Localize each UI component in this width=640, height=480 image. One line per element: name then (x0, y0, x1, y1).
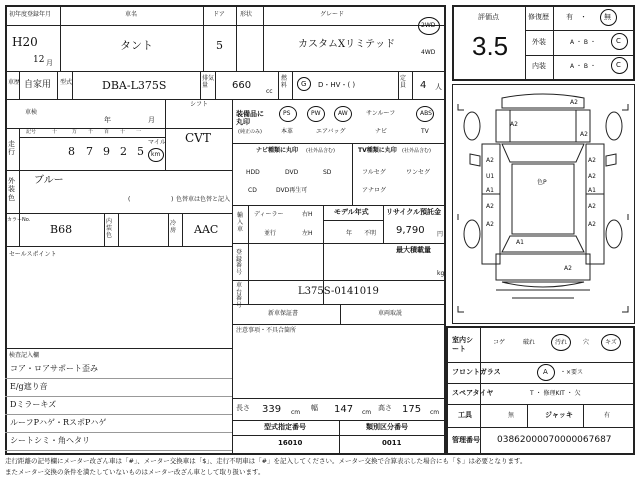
mileage-header-6: 一 (136, 129, 142, 135)
mgmt-label: 管理番号 (452, 436, 480, 444)
equip-title: 装備品に丸印 (236, 110, 264, 127)
equip-item-4: ABS (420, 110, 432, 117)
doors-label: ドア (213, 11, 225, 18)
new-warranty: 新車保証書 (268, 310, 299, 317)
width-value: 147 (334, 404, 354, 415)
fuel-label: 燃料 (281, 75, 288, 89)
import-parallel: 並行 (264, 230, 277, 237)
capacity-value: 4 (420, 80, 427, 91)
interior-options: A ・ B ・ (570, 63, 596, 70)
mark-u1-left: U1 (486, 173, 495, 180)
mileage-digit-1: 7 (86, 145, 93, 158)
grade-value: カスタムXリミテッド (298, 39, 396, 50)
seat-label: 室内シート (452, 336, 473, 354)
footer-line-2: またメーター交換の条件を満たしていないものはメーター改ざん車として取り扱います。 (5, 468, 265, 476)
front-glass-rest: ・×要ス (560, 369, 584, 376)
mark-a2-left-lower: A2 (486, 221, 494, 228)
equip-item-1: PW (311, 110, 321, 117)
paren-open: ( (128, 196, 131, 203)
mileage-header-5: 十 (120, 129, 126, 135)
mileage-header-0: 記号 (26, 129, 37, 135)
tv-title: TV種類に丸印 (358, 147, 397, 154)
paren-close: ) (171, 196, 174, 203)
mark-a2-right-front: A2 (588, 157, 596, 164)
class-no-value: 0011 (382, 439, 402, 447)
mark-a2-right-lower: A2 (588, 221, 596, 228)
color-no-value: B68 (50, 223, 73, 236)
navi-hdd: HDD (246, 169, 260, 176)
class-no-label: 類別区分番号 (366, 423, 408, 431)
navi-sub: (社外品含む) (306, 148, 335, 154)
equip-item2-3: TV (421, 128, 429, 135)
jack-value: 有 (604, 412, 611, 419)
capacity-unit: 人 (435, 83, 442, 91)
inspector-line-0: コア・ロアサポート歪み (10, 364, 98, 373)
ac-value: AAC (194, 223, 219, 236)
width-label: 幅 (311, 404, 318, 412)
score-value: 3.5 (472, 31, 509, 61)
grade-label: グレード (320, 11, 345, 18)
shift-value: CVT (185, 131, 211, 145)
mark-a2-right-rear: A2 (588, 203, 596, 210)
mileage-digit-3: 2 (120, 145, 127, 158)
recolor-note: 色替車は色替と記入 (176, 196, 231, 203)
repair-label: 修復歴 (528, 13, 549, 21)
model-value: DBA-L375S (102, 79, 167, 92)
cc-unit: cc (266, 88, 273, 95)
fuel-g: G (301, 80, 307, 88)
seat-item-3: 穴 (583, 339, 590, 346)
repair-dot: ・ (580, 13, 587, 21)
height-value: 175 (402, 404, 422, 415)
inspector-rule-1 (5, 396, 232, 397)
navi-sd: SD (323, 169, 332, 176)
spare-label: スペアタイヤ (452, 389, 494, 397)
equip-item2-2: ナビ (375, 128, 388, 135)
inspector-label: 検査記入欄 (9, 352, 40, 359)
drive-4wd: 4WD (421, 49, 436, 56)
recycle-value: 9,790 (396, 225, 425, 236)
model-label: 型式 (60, 79, 73, 86)
inspection-month-label: 月 (148, 116, 155, 124)
exterior-options: A ・ B ・ (570, 39, 596, 46)
equip-item-0: PS (283, 110, 291, 117)
recycle-label: リサイクル預託金 (386, 208, 442, 216)
use-value: 自家用 (24, 80, 52, 90)
car-name-value: タント (120, 39, 153, 52)
interior-label: 内装 (532, 62, 546, 70)
sales-point-label: セールスポイント (9, 251, 57, 258)
inspector-rule-3 (5, 432, 232, 433)
width-cm: cm (362, 409, 372, 416)
doors-value: 5 (216, 39, 223, 52)
model-no-label: 型式指定番号 (264, 423, 306, 431)
seat-item-4: キズ (605, 339, 617, 346)
displacement-value: 660 (232, 80, 252, 91)
seat-item-0: コゲ (493, 339, 506, 346)
navi-dvd: DVD (285, 169, 299, 176)
mark-a2-rear: A2 (564, 265, 572, 272)
navi-title: ナビ種類に丸印 (256, 147, 299, 154)
first-reg-label: 初年度登録年月 (9, 11, 52, 18)
reg-no-label: 登録番号 (236, 249, 243, 276)
equip-item2-0: 本革 (281, 128, 294, 135)
height-label: 高さ (378, 404, 392, 412)
max-load-label: 最大積載量 (396, 246, 431, 254)
spare-items: T ・ 修理KIT ・ 欠 (530, 390, 581, 397)
mileage-digit-4: 5 (137, 145, 144, 158)
shape-label: 形状 (240, 11, 253, 18)
inspection-label: 車検 (25, 109, 38, 116)
car-damage-diagram (452, 84, 635, 324)
chassis-label: 車台番号 (236, 282, 243, 309)
interior-c: C (616, 61, 621, 69)
repair-no: 無 (604, 13, 611, 21)
mileage-digit-2: 9 (103, 145, 110, 158)
import-dealer: ディーラー (254, 211, 284, 218)
repair-yes: 有 (566, 13, 573, 21)
footer-line-1: 走行距離の記号欄にメーター改ざん車は「#」、メーター交換車は「$」、走行不明車は「#」を記入してください。メーター交換で合算表示した場合にも「＄」は必要となります。 (5, 457, 527, 465)
first-reg-month: 12 (33, 55, 45, 65)
inspector-line-2: Dミラーキズ (10, 400, 57, 409)
equip-item2-1: エアバッグ (316, 128, 346, 135)
car-name-label: 車名 (125, 11, 138, 18)
ac-label: 冷房 (170, 220, 177, 235)
jack-label: ジャッキ (545, 411, 573, 419)
mileage-header-3: 千 (88, 129, 94, 135)
ext-color-label: 外装色 (8, 177, 15, 202)
mgmt-value: 03862000070000067687 (497, 435, 612, 445)
front-glass-label: フロントガラス (452, 368, 501, 376)
mark-a1-rear-window: A1 (516, 239, 524, 246)
model-year-unit: 年 (346, 230, 353, 237)
import-right: 右H (302, 211, 313, 218)
capacity-label: 定員 (400, 75, 407, 89)
mark-color-p: 色P (537, 179, 547, 186)
equip-item-2: AW (338, 110, 348, 117)
import-left: 左H (302, 230, 313, 237)
exterior-label: 外装 (532, 38, 546, 46)
inspector-line-3: ルーフPハゲ・RスポPハゲ (10, 418, 107, 427)
ext-color-value: ブルー (34, 175, 64, 186)
color-no-label: カラーNo. (7, 217, 31, 223)
mark-a2-hood-left: A2 (510, 121, 518, 128)
mileage-digit-0: 8 (68, 145, 75, 158)
month-unit: 月 (46, 59, 53, 67)
mark-a2-front: A2 (570, 99, 578, 106)
model-year-label: モデル年式 (334, 208, 369, 216)
int-color-label: 内装色 (106, 218, 113, 240)
tv-one: ワンセグ (406, 169, 431, 176)
inspection-year-label: 年 (104, 116, 111, 124)
length-cm: cm (291, 409, 301, 416)
tools-label: 工具 (458, 411, 472, 419)
use-label: 車歴 (8, 79, 21, 86)
navi-cd: CD (248, 187, 257, 194)
inspector-line-1: E/g遮り音 (10, 382, 48, 391)
model-year-unknown: 不明 (364, 230, 377, 237)
recycle-yen: 円 (437, 231, 444, 238)
score-label: 評価点 (478, 13, 499, 21)
shift-label: シフト (190, 101, 209, 108)
seat-item-1: 破れ (523, 339, 536, 346)
mileage-header-4: 百 (104, 129, 110, 135)
length-value: 339 (262, 404, 282, 415)
mileage-header-1: 十 (52, 129, 58, 135)
fuel-options: D・HV・( ) (318, 81, 356, 89)
chassis-value: L375S-0141019 (298, 286, 379, 297)
max-load-kg: kg (437, 270, 445, 277)
mileage-header-2: 万 (72, 129, 78, 135)
exterior-c: C (616, 37, 621, 45)
front-glass-a: A (543, 368, 548, 376)
mark-a2-hood-right: A2 (580, 131, 588, 138)
inspector-rule-0 (5, 378, 232, 379)
inspector-rule-4 (5, 450, 232, 451)
import-label: 輸入車 (237, 212, 244, 234)
length-label: 長さ (236, 404, 250, 412)
model-no-value: 16010 (278, 439, 303, 447)
drive-2wd: 2WD (421, 22, 436, 29)
run-label: 走行 (8, 140, 15, 157)
mark-a1-left: A1 (486, 187, 494, 194)
navi-dvd-play: DVD再生可 (276, 187, 308, 194)
mark-a2-right-mid: A2 (588, 173, 596, 180)
first-reg-value: H20 (12, 35, 38, 49)
seat-item-2: 汚れ (555, 339, 568, 346)
tv-full: フルセグ (362, 169, 386, 176)
equip-item-3: サンルーフ (366, 110, 396, 117)
mile-label: マイル (148, 139, 166, 146)
inspector-line-4: シートシミ・角ヘタリ (10, 436, 90, 445)
tools-value: 無 (508, 412, 515, 419)
displacement-label: 排気量 (202, 75, 215, 89)
manual: 車両取説 (378, 310, 403, 317)
tv-sub: (社外品含む) (402, 148, 431, 154)
mark-a2-left-rear: A2 (486, 203, 494, 210)
height-cm: cm (430, 409, 440, 416)
equip-subtitle: (純正のみ) (238, 129, 262, 135)
mark-a2-left-front: A2 (486, 157, 494, 164)
km-label: km (151, 151, 161, 158)
inspector-rule-2 (5, 414, 232, 415)
notes-label: 注意事項・不具合箇所 (236, 327, 297, 334)
mark-a1-right: A1 (588, 187, 596, 194)
tv-analog: アナログ (362, 187, 387, 194)
